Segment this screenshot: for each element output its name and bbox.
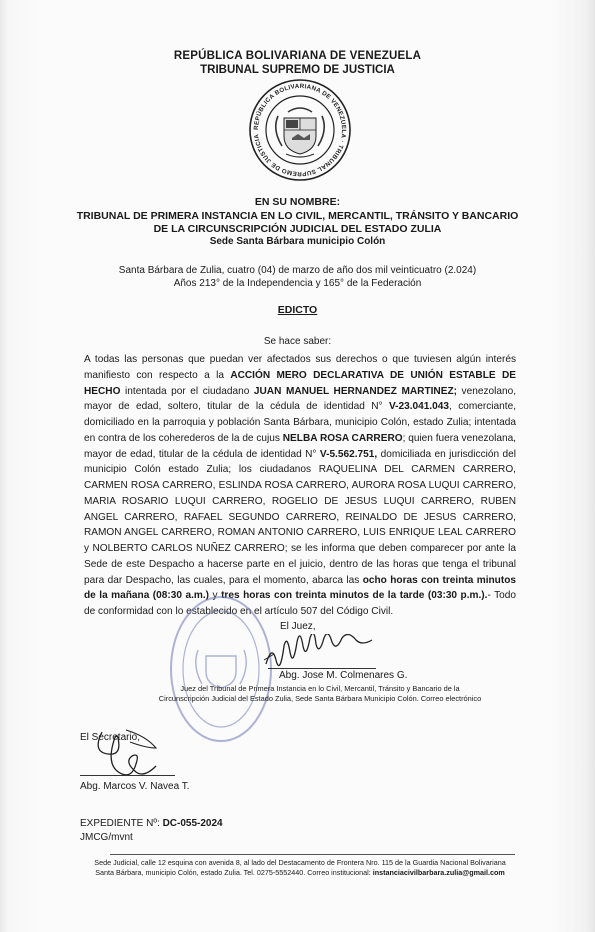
- header-country: REPÚBLICA BOLIVARIANA DE VENEZUELA: [173, 50, 422, 62]
- body-bold-afternoon-hours: tres horas con treinta minutos de la tarde (03:30 p.m.).: [221, 590, 488, 602]
- body-bold-claimant: JUAN MANUEL HERNANDEZ MARTINEZ;: [253, 385, 457, 397]
- judge-label: El Juez,: [280, 621, 316, 632]
- intro-text: Se hace saber:: [263, 336, 332, 347]
- header-court: TRIBUNAL SUPREMO DE JUSTICIA: [200, 64, 395, 76]
- document-title-text: EDICTO: [277, 304, 318, 316]
- secretary-signature: [82, 724, 172, 780]
- edict-body: [84, 352, 516, 620]
- initials: JMCG/mvnt: [80, 832, 133, 843]
- body-bold-morning-hours: ocho horas con treinta minutos de la mañana (08:30 a.m.): [84, 574, 516, 602]
- body-bold-deceased-id: V-5.562.751,: [319, 448, 378, 460]
- footer-contact: [60, 868, 540, 878]
- body-text-4: , comerciante, domiciliado en la parroquia y población Santa Bárbara, municipio Colón, estado Zulia; intentada en contra de los coherederos de la de cujus: [84, 401, 516, 444]
- body-text-6: domiciliada en jurisdicción del municipio Colón estado Zulia; los ciudadanos RAQUELINA DEL CARMEN CARRERO, CARMEN ROSA CARRERO, ESLINDA ROSA CARRERO, AURORA ROSA LUQUI CARRERO, MARIA ROSARIO LUQUI CARRERO, ROGELIO DE JESUS LUQUI CARRERO, RUBEN ANGEL CARRERO, RAFAEL SEGUNDO CARRERO, REINALDO DE JESUS CARRERO, RAMON ANGEL CARRERO, ROMAN ANTONIO CARRERO, LUIS ENRIQUE LEAL CARRERO y NOLBERTO CARLOS NUÑEZ CARRERO; se les informa que deben comparecer por ante la Sede de este Despacho a hacerse parte en el juicio, dentro de las horas que tenga el tribunal para dar Despacho, las cuales, para el momento, abarca las: [84, 448, 517, 586]
- footer-address: Sede Judicial, calle 12 esquina con avenida 8, al lado del Destacamento de Frontera Nro. 115 de la Guardia Nacional Bolivariana: [94, 858, 506, 867]
- body-text-2: intentada por el ciudadano: [120, 385, 254, 397]
- judge-signature-line: [268, 668, 376, 669]
- expediente: [80, 818, 223, 829]
- expediente-label: EXPEDIENTE Nº:: [80, 818, 163, 829]
- footer-divider: [110, 854, 515, 855]
- date-line: Santa Bárbara de Zulia, cuatro (04) de marzo de año dos mil veinticuatro (2.024): [118, 265, 477, 276]
- body-bold-action: ACCIÓN MERO DECLARATIVA DE UNIÓN ESTABLE DE HECHO: [84, 369, 517, 397]
- judge-name: Abg. Jose M. Colmenares G.: [279, 670, 408, 681]
- body-text-8: - Todo de conformidad con lo establecido en el artículo 507 del Código Civil.: [84, 590, 517, 617]
- judge-title-line1: Juez del Tribunal de Primera Instancia en lo Civil, Mercantil, Tránsito y Bancario de la: [180, 684, 460, 693]
- body-bold-deceased: NELBA ROSA CARRERO: [282, 432, 403, 444]
- footer: [60, 858, 540, 878]
- expediente-number: DC-055-2024: [162, 818, 223, 829]
- court-seat: Sede Santa Bárbara municipio Colón: [209, 236, 386, 247]
- years-line: Años 213° de la Independencia y 165° de la Federación: [173, 278, 422, 289]
- body-text-7: y: [209, 590, 222, 602]
- court-name-line2: DE LA CIRCUNSCRIPCIÓN JUDICIAL DEL ESTADO ZULIA: [153, 223, 442, 235]
- seal-text: REPÚBLICA BOLIVARIANA DE VENEZUELA · TRIBUNAL SUPREMO DE JUSTICIA: [252, 82, 348, 178]
- secretary-label: El Secretario,: [80, 732, 141, 743]
- court-stamp: [168, 594, 274, 744]
- body-text-5: ; quien fuera venezolana, mayor de edad, titular de la cédula de identidad N°: [84, 432, 516, 460]
- document-title: [0, 304, 595, 316]
- secretary-signature-line: [80, 775, 175, 776]
- footer-contact-text: Santa Bárbara, municipio Colón, estado Zulia. Tel. 0275-5552440. Correo institucional:: [95, 868, 373, 877]
- body-text-3: venezolano, mayor de edad, soltero, titular de la cédula de identidad N°: [84, 385, 516, 413]
- secretary-name: Abg. Marcos V. Navea T.: [80, 781, 190, 792]
- court-name-line1: TRIBUNAL DE PRIMERA INSTANCIA EN LO CIVIL, MERCANTIL, TRÁNSITO Y BANCARIO: [76, 210, 519, 222]
- body-text-1: A todas las personas que puedan ver afectados sus derechos o que tuviesen algún interés manifiesto con respecto a la: [84, 354, 516, 381]
- judge-title-line2: Circunscripción Judicial del Estado Zulia, Sede Santa Bárbara Municipio Colón. Correo electrónico: [158, 694, 482, 703]
- footer-email: instanciacivilbarbara.zulia@gmail.com: [372, 868, 505, 877]
- judge-title: [120, 684, 520, 704]
- court-intro: EN SU NOMBRE:: [254, 196, 341, 208]
- court-seal-emblem: [248, 78, 352, 182]
- body-bold-claimant-id: V-23.041.043: [388, 401, 450, 413]
